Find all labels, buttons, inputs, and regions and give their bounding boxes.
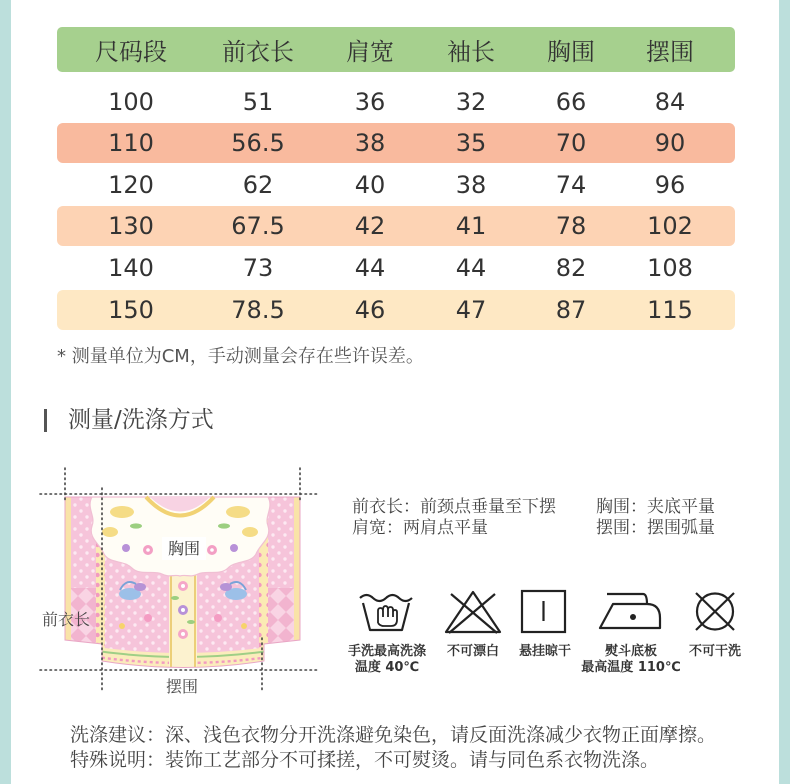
garment-diagram (30, 460, 330, 700)
cell-front-length: 56.5 (231, 129, 285, 157)
header-size: 尺码段 (95, 38, 167, 66)
hem-label: 摆围 (166, 677, 199, 696)
header-chest: 胸围 (547, 38, 595, 66)
cell-shoulder-width: 44 (354, 254, 386, 282)
table-row (57, 123, 735, 163)
cell-size: 120 (108, 171, 154, 199)
no-bleach-icon (443, 589, 503, 635)
cell-front-length: 51 (242, 88, 274, 116)
cell-front-length: 78.5 (231, 296, 285, 324)
cell-size: 140 (108, 254, 154, 282)
table-row (57, 82, 735, 122)
cell-chest: 74 (555, 171, 587, 199)
cell-hem: 96 (654, 171, 686, 199)
measure-note-hem: 摆围：摆围弧量 (596, 518, 715, 538)
no-dry-clean-icon (690, 588, 740, 635)
cell-size: 130 (108, 212, 154, 240)
cell-shoulder-width: 46 (354, 296, 386, 324)
cell-hem: 102 (647, 212, 693, 240)
header-hem: 摆围 (646, 38, 694, 66)
cell-shoulder-width: 36 (354, 88, 386, 116)
cell-size: 150 (108, 296, 154, 324)
table-row (57, 290, 735, 330)
care-label: 悬挂晾干 (518, 644, 571, 659)
cell-front-length: 67.5 (231, 212, 285, 240)
header-shoulder-width: 肩宽 (346, 38, 394, 66)
table-row (57, 206, 735, 246)
cell-hem: 90 (654, 129, 686, 157)
cell-front-length: 62 (242, 171, 274, 199)
care-label: 不可漂白 (446, 644, 499, 659)
special-note: 特殊说明：装饰工艺部分不可揉搓，不可熨烫。请与同色系衣物洗涤。 (70, 749, 660, 771)
cell-size: 100 (108, 88, 154, 116)
cell-hem: 115 (647, 296, 693, 324)
hand-wash-icon (358, 589, 414, 633)
header-sleeve-length: 袖长 (447, 38, 495, 66)
cell-chest: 82 (555, 254, 587, 282)
cell-hem: 108 (647, 254, 693, 282)
iron-icon (597, 590, 663, 632)
table-row (57, 248, 735, 288)
cell-chest: 78 (555, 212, 587, 240)
cell-shoulder-width: 38 (354, 129, 386, 157)
care-label: 最高温度 110℃ (581, 660, 681, 675)
cell-chest: 66 (555, 88, 587, 116)
section-heading-bar (44, 409, 47, 432)
care-label: 温度 40℃ (354, 660, 420, 675)
measure-note-shoulder: 肩宽：两肩点平量 (352, 518, 488, 538)
cell-chest: 70 (555, 129, 587, 157)
washing-advice: 洗涤建议：深、浅色衣物分开洗涤避免染色，请反面洗涤减少衣物正面摩擦。 (70, 724, 717, 746)
header-front-length: 前衣长 (222, 38, 294, 66)
cell-sleeve-length: 41 (455, 212, 487, 240)
cell-chest: 87 (555, 296, 587, 324)
hang-dry-icon (520, 589, 567, 634)
cell-sleeve-length: 38 (455, 171, 487, 199)
cell-hem: 84 (654, 88, 686, 116)
care-label: 熨斗底板 (604, 644, 657, 659)
cell-sleeve-length: 44 (455, 254, 487, 282)
cell-shoulder-width: 42 (354, 212, 386, 240)
cell-front-length: 73 (242, 254, 274, 282)
front-length-label: 前衣长 (42, 610, 91, 629)
care-label: 手洗最高洗涤 (347, 644, 426, 659)
cell-sleeve-length: 47 (455, 296, 487, 324)
chest-label: 胸围 (162, 537, 206, 560)
size-table (57, 27, 735, 330)
cell-sleeve-length: 35 (455, 129, 487, 157)
section-title: 测量/洗涤方式 (68, 407, 214, 433)
table-row (57, 165, 735, 205)
measurement-note: * 测量单位为CM，手动测量会存在些许误差。 (57, 346, 424, 367)
measure-note-chest: 胸围：夹底平量 (596, 497, 715, 517)
cell-sleeve-length: 32 (455, 88, 487, 116)
care-label: 不可干洗 (688, 644, 741, 659)
garment-body (30, 460, 330, 700)
cell-size: 110 (108, 129, 154, 157)
table-header-row (57, 27, 735, 72)
cell-shoulder-width: 40 (354, 171, 386, 199)
measure-note-front-length: 前衣长：前颈点垂量至下摆 (352, 497, 556, 517)
